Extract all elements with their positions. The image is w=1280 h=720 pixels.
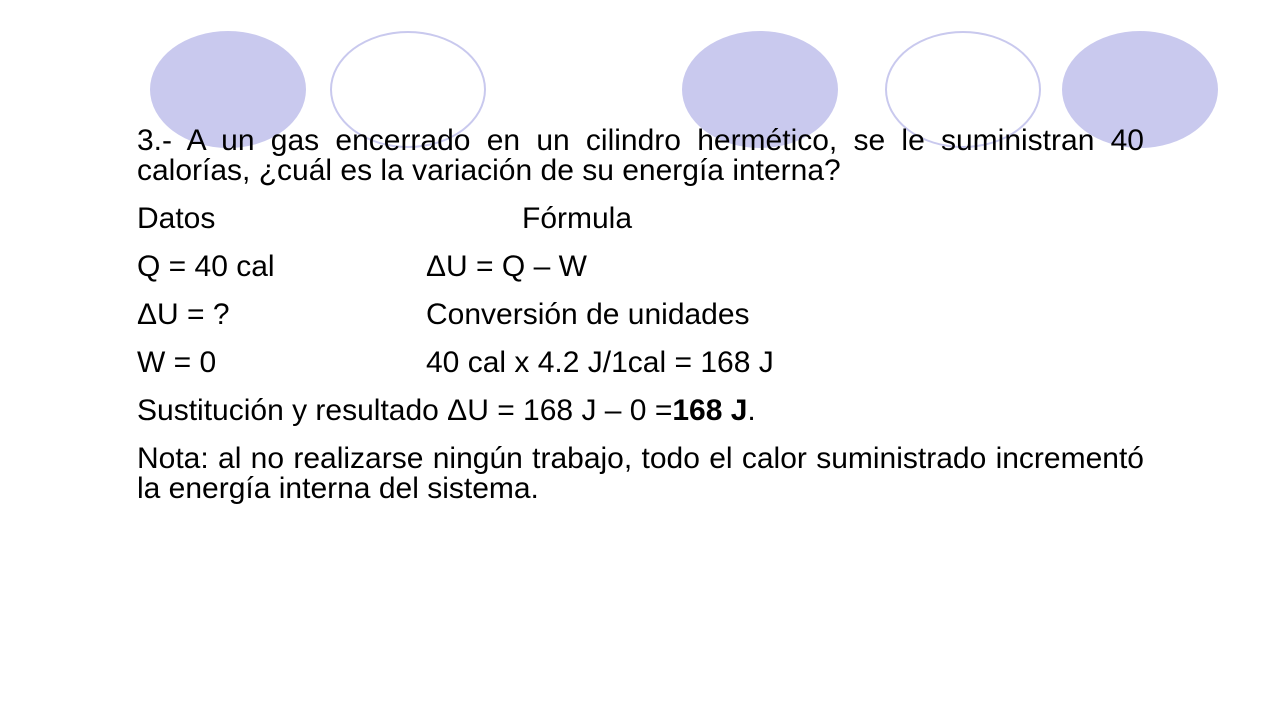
result-line [137,396,1144,426]
formula-cell: 40 cal x 4.2 J/1cal = 168 J [426,346,774,379]
table-row [137,300,1144,330]
formula-cell: ΔU = Q – W [426,250,587,283]
formula-header: Fórmula [522,202,633,235]
result-value: 168 J [672,394,748,427]
table-row [137,348,1144,378]
result-prefix: Sustitución y resultado ΔU = 168 J – 0 = [137,394,673,427]
table-row [137,252,1144,282]
formula-cell: Conversión de unidades [426,298,750,331]
table-header-row [137,204,1144,234]
result-suffix: . [747,394,756,427]
data-cell: Q = 40 cal [137,250,275,283]
data-header: Datos [137,202,216,235]
slide-content [137,126,1144,522]
problem-statement: 3.- A un gas encerrado en un cilindro hermético, se le suministran 40 calorías, ¿cuál es la variación de su energía interna? [137,124,1144,187]
data-cell: W = 0 [137,346,217,379]
data-cell: ΔU = ? [137,298,230,331]
note-text: Nota: al no realizarse ningún trabajo, todo el calor suministrado incrementó la energía interna del sistema. [137,442,1144,505]
